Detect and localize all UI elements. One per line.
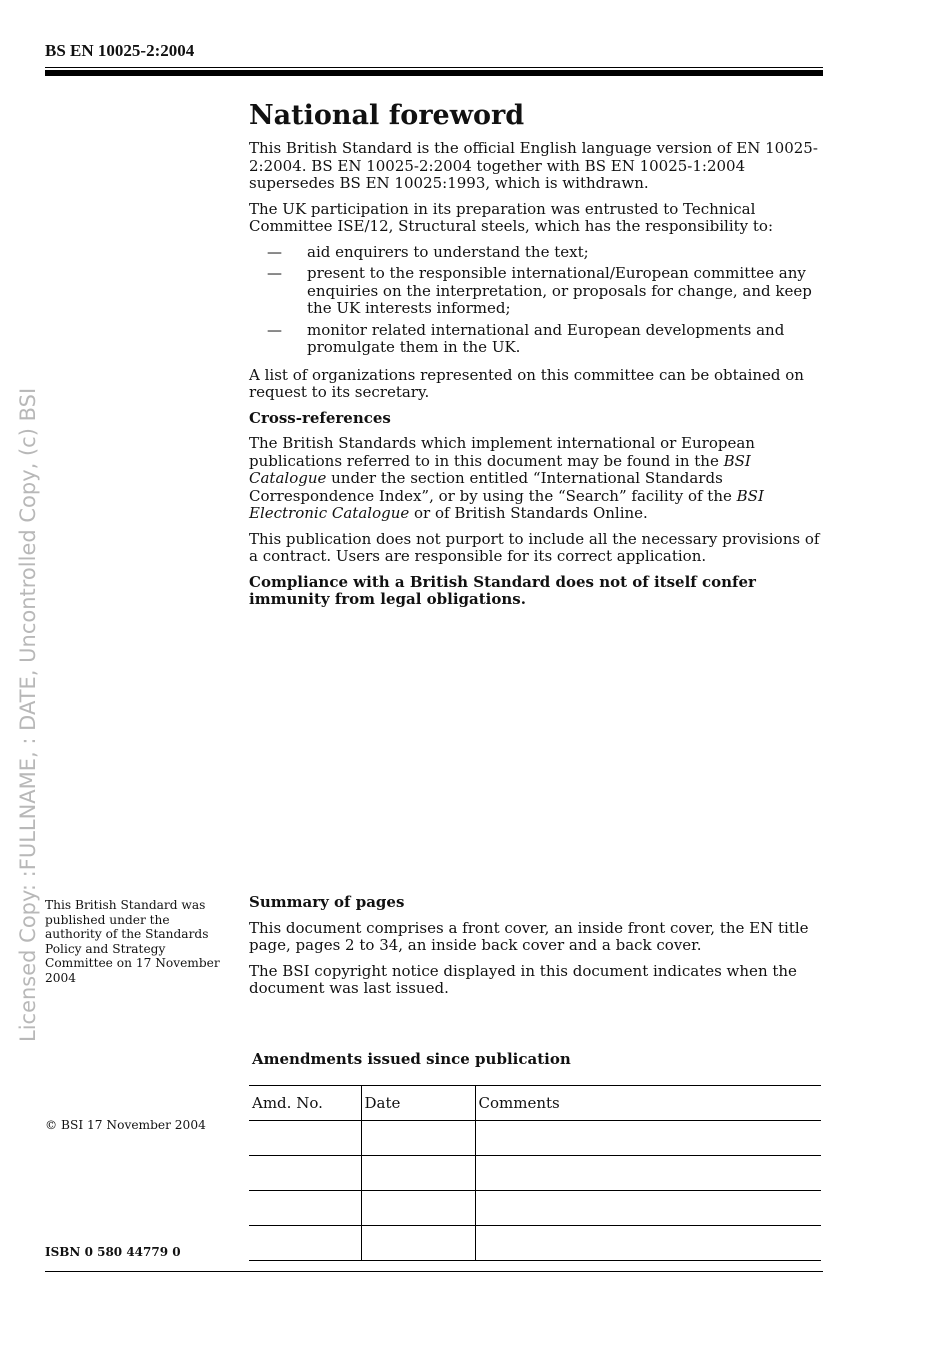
footer-rule bbox=[45, 1271, 823, 1272]
cross-references-paragraph: The British Standards which implement international or European publications referred to in this document may be found in the BSI Catalogue under the section entitled “International Standards Correspondence Index”, or by using the “Search” facility of the BSI Electronic Catalogue or of British Standards Online. bbox=[249, 434, 764, 522]
table-row bbox=[249, 1156, 821, 1191]
foreword-paragraph: The UK participation in its preparation was entrusted to Technical Committee ISE/12, Structural steels, which has the responsibility to: bbox=[249, 199, 774, 235]
amendments-title: Amendments issued since publication bbox=[252, 1050, 571, 1068]
list-item: — monitor related international and European developments and promulgate them in the UK. bbox=[267, 320, 785, 356]
license-watermark: Licensed Copy: :FULLNAME, : DATE, Uncontrolled Copy, (c) BSI bbox=[16, 387, 40, 1042]
compliance-statement: Compliance with a British Standard does not of itself confer immunity from legal obligations. bbox=[249, 572, 756, 608]
dash-marker: — bbox=[267, 320, 282, 339]
bsi-electronic-catalogue-title: BSI Electronic Catalogue bbox=[249, 486, 764, 522]
foreword-paragraph: A list of organizations represented on this committee can be obtained on request to its secretary. bbox=[249, 365, 804, 401]
foreword-paragraph: This publication does not purport to include all the necessary provisions of a contract. Users are responsible for its correct application. bbox=[249, 529, 820, 565]
table-row bbox=[249, 1226, 821, 1261]
header-rule-thin bbox=[45, 67, 823, 68]
page-title: National foreword bbox=[249, 100, 525, 131]
summary-heading: Summary of pages bbox=[249, 893, 405, 911]
copyright-notice: © BSI 17 November 2004 bbox=[45, 1118, 206, 1132]
list-item: — present to the responsible international/European committee any enquiries on the interpretation, or proposals for change, and keep the UK interests informed; bbox=[267, 264, 812, 317]
standard-number: BS EN 10025-2:2004 bbox=[45, 41, 195, 60]
table-header-row bbox=[249, 1086, 821, 1121]
foreword-body bbox=[249, 140, 824, 617]
cross-references-heading: Cross-references bbox=[249, 408, 391, 427]
publication-note: This British Standard was published under the authority of the Standards Policy and Strategy Committee on 17 November 2004 bbox=[45, 898, 220, 985]
column-header-amd-no: Amd. No. bbox=[249, 1086, 361, 1121]
isbn: ISBN 0 580 44779 0 bbox=[45, 1245, 181, 1259]
dash-marker: — bbox=[267, 242, 282, 261]
table-row bbox=[249, 1121, 821, 1156]
column-header-date: Date bbox=[361, 1086, 475, 1121]
list-item: — aid enquirers to understand the text; bbox=[267, 242, 589, 261]
foreword-paragraph: This British Standard is the official English language version of EN 10025-2:2004. BS EN 10025-2:2004 together with BS EN 10025-1:2004 supersedes BS EN 10025:1993, which is withdrawn. bbox=[249, 139, 818, 192]
bsi-catalogue-title: BSI Catalogue bbox=[249, 451, 751, 487]
dash-marker: — bbox=[267, 264, 282, 282]
responsibility-list bbox=[249, 244, 824, 357]
table-row bbox=[249, 1191, 821, 1226]
column-header-comments: Comments bbox=[475, 1086, 821, 1121]
summary-section bbox=[249, 894, 824, 1006]
summary-paragraph: The BSI copyright notice displayed in this document indicates when the document was last issued. bbox=[249, 961, 797, 997]
header-rule-thick bbox=[45, 70, 823, 76]
summary-paragraph: This document comprises a front cover, an inside front cover, the EN title page, pages 2 to 34, an inside back cover and a back cover. bbox=[249, 918, 809, 954]
amendments-table bbox=[249, 1085, 821, 1261]
